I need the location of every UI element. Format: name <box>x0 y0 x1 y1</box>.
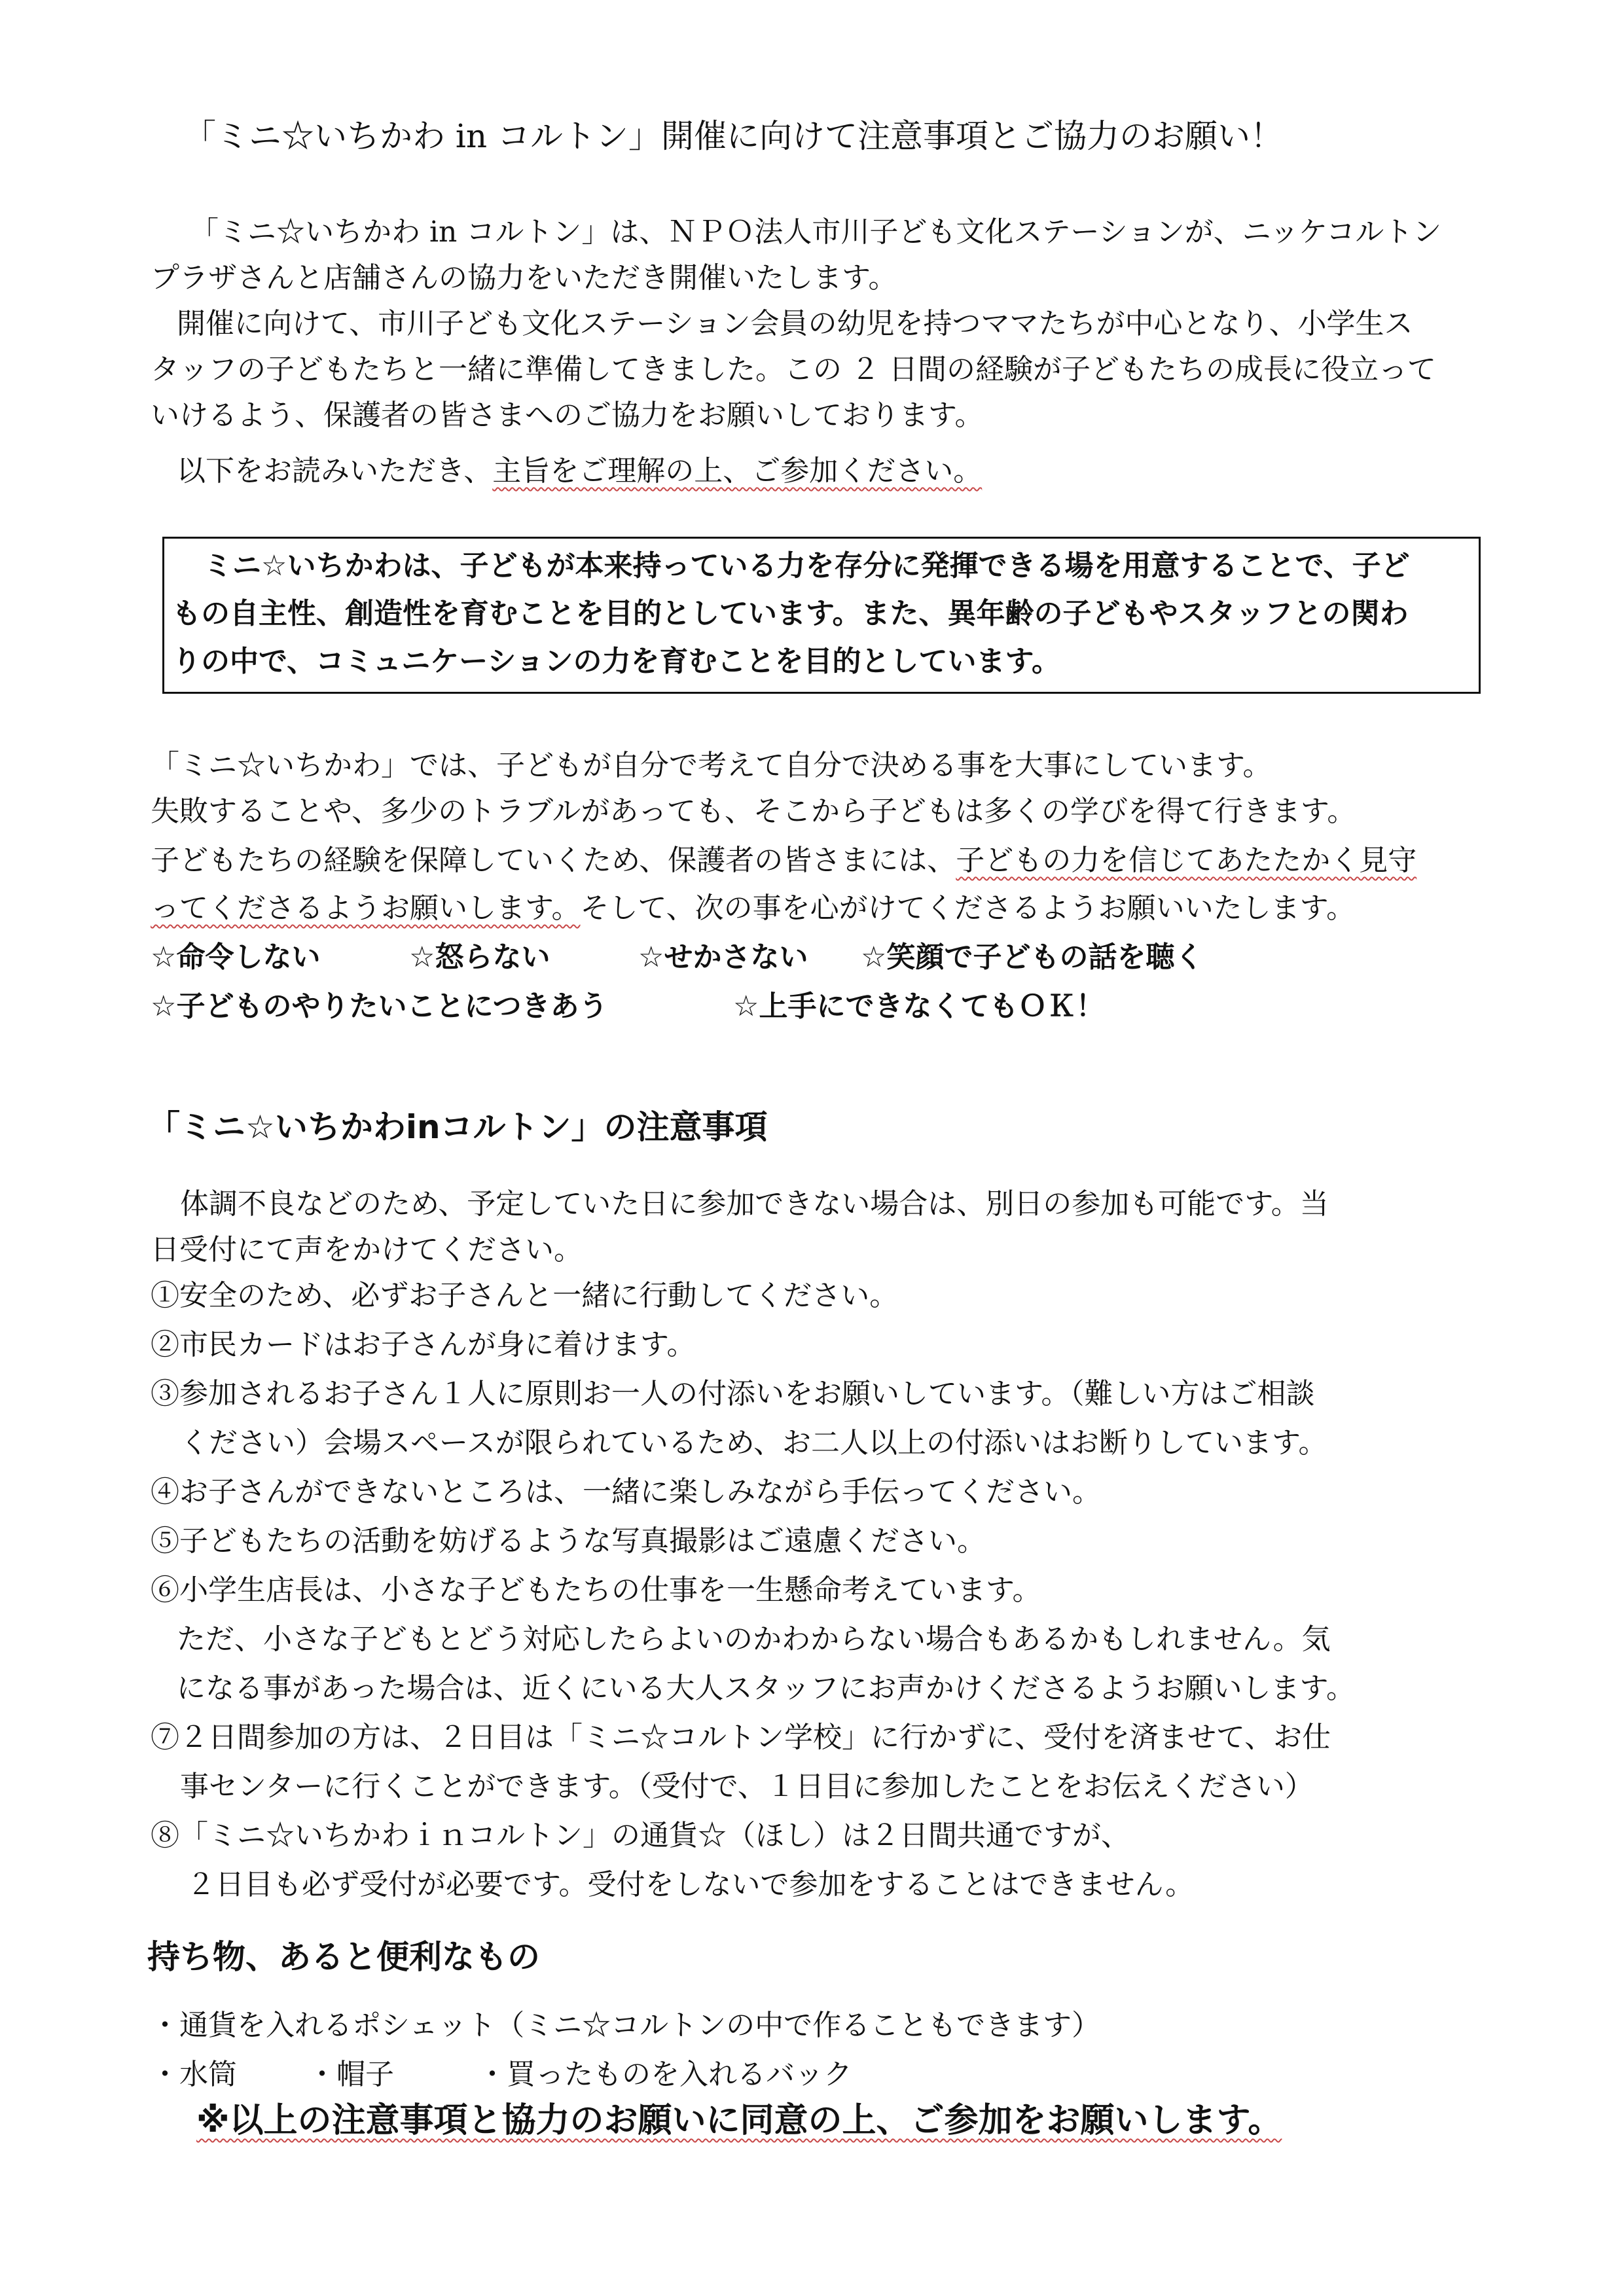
purpose-line-3: りの中で、コミュニケーションの力を育むことを目的としています。 <box>172 645 1060 678</box>
intro-line-4: タッフの子どもたちと一緒に準備してきました。この ２ 日間の経験が子どもたちの成長に役立って <box>151 353 1436 386</box>
philosophy-request-underlined: ってくださるようお願いします。 <box>151 891 581 925</box>
intro-request-underlined: 主旨をご理解の上、ご参加ください。 <box>492 454 983 488</box>
note-item-3a: ③参加されるお子さん１人に原則お一人の付添いをお願いしています。（難しい方はご相談 <box>151 1377 1315 1410</box>
note-item-3b: ください）会場スペースが限られているため、お二人以上の付添いはお断りしています。 <box>180 1426 1327 1460</box>
document-title: 「ミニ☆いちかわ in コルトン」開催に向けて注意事項とご協力のお願い！ <box>183 117 1283 155</box>
note-item-7a: ⑦２日間参加の方は、２日目は「ミニ☆コルトン学校」に行かずに、受付を済ませて、お仕 <box>151 1721 1331 1754</box>
note-item-5: ⑤子どもたちの活動を妨げるような写真撮影はご遠慮ください。 <box>151 1524 986 1558</box>
star-item-1: ☆命令しない <box>151 941 321 974</box>
note-item-6a: ⑥小学生店長は、小さな子どもたちの仕事を一生懸命考えています。 <box>151 1573 1041 1607</box>
philosophy-line-2: 失敗することや、多少のトラブルがあっても、そこから子どもは多くの学びを得て行きます。 <box>151 795 1356 828</box>
note-item-7b: 事センターに行くことができます。（受付で、１日目に参加したことをお伝えください） <box>180 1770 1314 1803</box>
note-item-6b: ただ、小さな子どもとどう対応したらよいのかわからない場合もあるかもしれません。気 <box>177 1623 1331 1656</box>
note-item-6c: になる事があった場合は、近くにいる大人スタッフにお声かけくださるようお願いします。 <box>177 1672 1356 1705</box>
philosophy-line-3 <box>151 841 1416 880</box>
belongings-item-4: ・買ったものを入れるバック <box>478 2058 852 2091</box>
intro-line-1: 「ミニ☆いちかわ in コルトン」は、ＮＰＯ法人市川子ども文化ステーションが、ニッケコルトン <box>190 215 1442 249</box>
note-item-8a: ⑧「ミニ☆いちかわｉｎコルトン」の通貨☆（ほし）は２日間共通ですが、 <box>151 1819 1130 1852</box>
belongings-item-3: ・帽子 <box>308 2058 394 2091</box>
notes-heading: 「ミニ☆いちかわinコルトン」の注意事項 <box>147 1108 768 1146</box>
intro-line-6 <box>177 452 982 491</box>
note-item-4: ④お子さんができないところは、一緒に楽しみながら手伝ってください。 <box>151 1475 1101 1509</box>
star-item-2: ☆怒らない <box>409 941 550 974</box>
belongings-heading: 持ち物、あると便利なもの <box>147 1938 540 1976</box>
notes-intro-2: 日受付にて声をかけてください。 <box>151 1233 583 1266</box>
intro-line-5: いけるよう、保護者の皆さまへのご協力をお願いしております。 <box>151 399 984 432</box>
belongings-item-2: ・水筒 <box>151 2058 237 2091</box>
star-item-3: ☆せかさない <box>638 941 808 974</box>
closing-note: ※以上の注意事項と協力のお願いに同意の上、ご参加をお願いします。 <box>196 2101 1282 2140</box>
star-item-6: ☆上手にできなくてもＯＫ！ <box>733 990 1105 1023</box>
note-item-1: ①安全のため、必ずお子さんと一緒に行動してください。 <box>151 1279 899 1312</box>
intro-line-2: プラザさんと店舗さんの協力をいただき開催いたします。 <box>151 261 897 295</box>
philosophy-line-4-tail: そして、次の事を心がけてくださるようお願いいたします。 <box>580 891 1356 925</box>
purpose-box <box>162 537 1481 694</box>
notes-intro-1: 体調不良などのため、予定していた日に参加できない場合は、別日の参加も可能です。当 <box>180 1187 1329 1221</box>
philosophy-line-1: 「ミニ☆いちかわ」では、子どもが自分で考えて自分で決める事を大事にしています。 <box>151 749 1272 782</box>
purpose-line-2: もの自主性、創造性を育むことを目的としています。また、異年齢の子どもやスタッフとの関わ <box>172 597 1409 630</box>
philosophy-trust-underlined: 子どもの力を信じてあたたかく見守 <box>956 844 1417 877</box>
star-item-4: ☆笑顔で子どもの話を聴く <box>861 941 1204 974</box>
intro-line-3: 開催に向けて、市川子ども文化ステーション会員の幼児を持つママたちが中心となり、小学生ス <box>177 307 1413 340</box>
note-item-2: ②市民カードはお子さんが身に着けます。 <box>151 1328 696 1361</box>
belongings-item-1: ・通貨を入れるポシェット（ミニ☆コルトンの中で作ることもできます） <box>151 2009 1101 2042</box>
star-item-5: ☆子どものやりたいことにつきあう <box>151 990 608 1023</box>
philosophy-line-3-lead: 子どもたちの経験を保障していくため、保護者の皆さまには、 <box>151 844 956 877</box>
philosophy-line-4 <box>151 889 1355 928</box>
intro-line-6-lead: 以下をお読みいただき、 <box>177 454 493 488</box>
note-item-8b: ２日目も必ず受付が必要です。受付をしないで参加をすることはできません。 <box>187 1868 1195 1901</box>
purpose-line-1: ミニ☆いちかわは、子どもが本来持っている力を存分に発揮できる場を用意することで、子ど <box>204 549 1410 583</box>
